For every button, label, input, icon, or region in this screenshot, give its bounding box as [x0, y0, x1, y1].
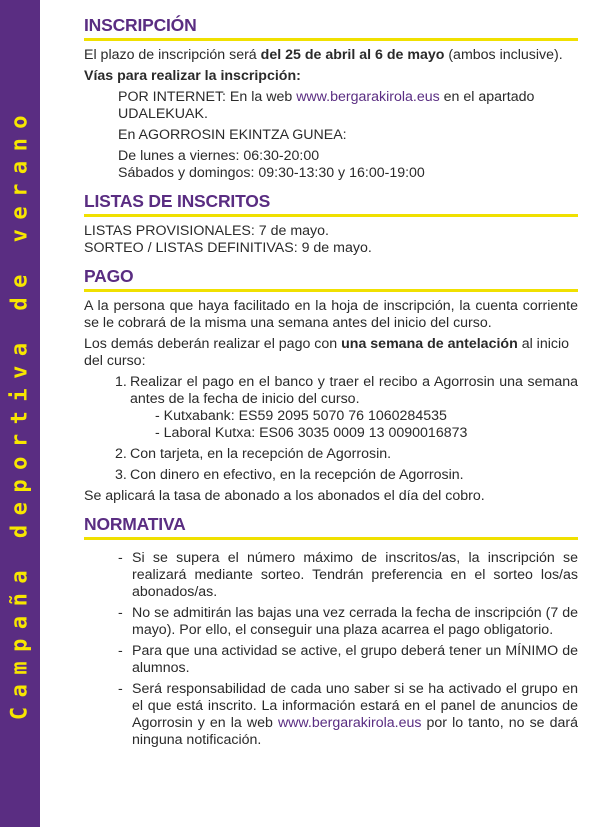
horario-finde: Sábados y domingos: 09:30-13:30 y 16:00-19:00	[118, 165, 425, 181]
section-title-inscripcion: INSCRIPCIÓN	[84, 14, 578, 41]
bank-kutxabank: - Kutxabank: ES59 2095 5070 76 1060284535	[155, 408, 447, 424]
normativa-item	[84, 681, 578, 749]
listas-provisionales: LISTAS PROVISIONALES: 7 de mayo.	[84, 223, 329, 239]
pago-tasa: Se aplicará la tasa de abonado a los abonados el día del cobro.	[84, 488, 485, 504]
sidebar-title: Campaña deportiva de verano	[7, 105, 33, 721]
normativa-item-4-post: por lo tanto, no se dará ninguna notificación.	[132, 715, 578, 748]
normativa-item-3-text: Para que una actividad se active, el grupo deberá tener un MÍNIMO de alumnos.	[132, 643, 578, 676]
section-title-normativa: NORMATIVA	[84, 513, 578, 540]
normativa-item-1-text: Si se supera el número máximo de inscritos/as, la inscripción se realizará mediante sorteo. Tendrán preferencia en el sorteo los/as abonados/as.	[132, 550, 578, 600]
pago-p2-post: al inicio del curso:	[84, 336, 570, 369]
pago-item-1-num: 1.	[115, 374, 127, 390]
pago-item-2-num: 2.	[115, 446, 127, 462]
normativa-dash: -	[118, 550, 123, 566]
pago-p2-bold: una semana de antelación	[341, 336, 518, 352]
web-link[interactable]: www.bergarakirola.eus	[296, 89, 440, 105]
web-link[interactable]: www.bergarakirola.eus	[277, 715, 422, 731]
pago-item-3	[84, 467, 578, 484]
agorrosin-text: En AGORROSIN EKINTZA GUNEA:	[118, 127, 347, 143]
plazo-post: (ambos inclusive).	[444, 47, 563, 63]
sidebar-band	[0, 0, 40, 827]
pago-item-2-text: Con tarjeta, en la recepción de Agorrosin.	[130, 446, 392, 462]
pago-item-3-num: 3.	[115, 467, 127, 483]
vias-title	[84, 68, 578, 85]
vias-title-text: Vías para realizar la inscripción:	[84, 68, 301, 84]
bank-laboral: - Laboral Kutxa: ES06 3035 0009 13 0090016873	[155, 425, 468, 441]
plazo-pre: El plazo de inscripción será	[84, 47, 261, 63]
internet-pre: POR INTERNET: En la web	[118, 89, 297, 105]
internet-post: en el apartado UDALEKUAK.	[118, 89, 535, 122]
internet-text	[84, 89, 578, 123]
pago-p2	[84, 336, 578, 370]
horario-semana: De lunes a viernes: 06:30-20:00	[118, 148, 320, 164]
pago-item-1-text: Realizar el pago en el banco y traer el recibo a Agorrosin una semana antes de la fecha de inicio del curso.	[130, 374, 578, 407]
pago-item-2	[84, 446, 578, 463]
normativa-item-4-pre: Será responsabilidad de cada uno saber si se ha activado el grupo en el que está inscrito. La información estará en el panel de anuncios de Agorrosin y en la web	[132, 681, 578, 731]
plazo-dates: del 25 de abril al 6 de mayo	[260, 47, 445, 63]
section-title-listas: LISTAS DE INSCRITOS	[84, 190, 578, 217]
normativa-dash: -	[118, 605, 123, 621]
normativa-item	[84, 605, 578, 639]
main-content	[84, 14, 578, 753]
normativa-item	[84, 550, 578, 601]
plazo-text	[84, 47, 578, 64]
section-title-pago: PAGO	[84, 265, 578, 292]
pago-item-1	[84, 374, 578, 408]
normativa-item-4-text	[132, 681, 578, 749]
normativa-item-2-text: No se admitirán las bajas una vez cerrada la fecha de inscripción (7 de mayo). Por ello, el conseguir una plaza acarrea el pago obligatorio.	[132, 605, 578, 638]
pago-p2-pre: Los demás deberán realizar el pago con	[84, 336, 342, 352]
pago-item-3-text: Con dinero en efectivo, en la recepción de Agorrosin.	[130, 467, 464, 483]
normativa-dash: -	[118, 643, 123, 659]
pago-p1: A la persona que haya facilitado en la hoja de inscripción, la cuenta corriente se le cobrará de la misma una semana antes del inicio del curso.	[84, 298, 578, 331]
normativa-dash: -	[118, 681, 123, 697]
listas-definitivas: SORTEO / LISTAS DEFINITIVAS: 9 de mayo.	[84, 240, 372, 256]
normativa-item	[84, 643, 578, 677]
